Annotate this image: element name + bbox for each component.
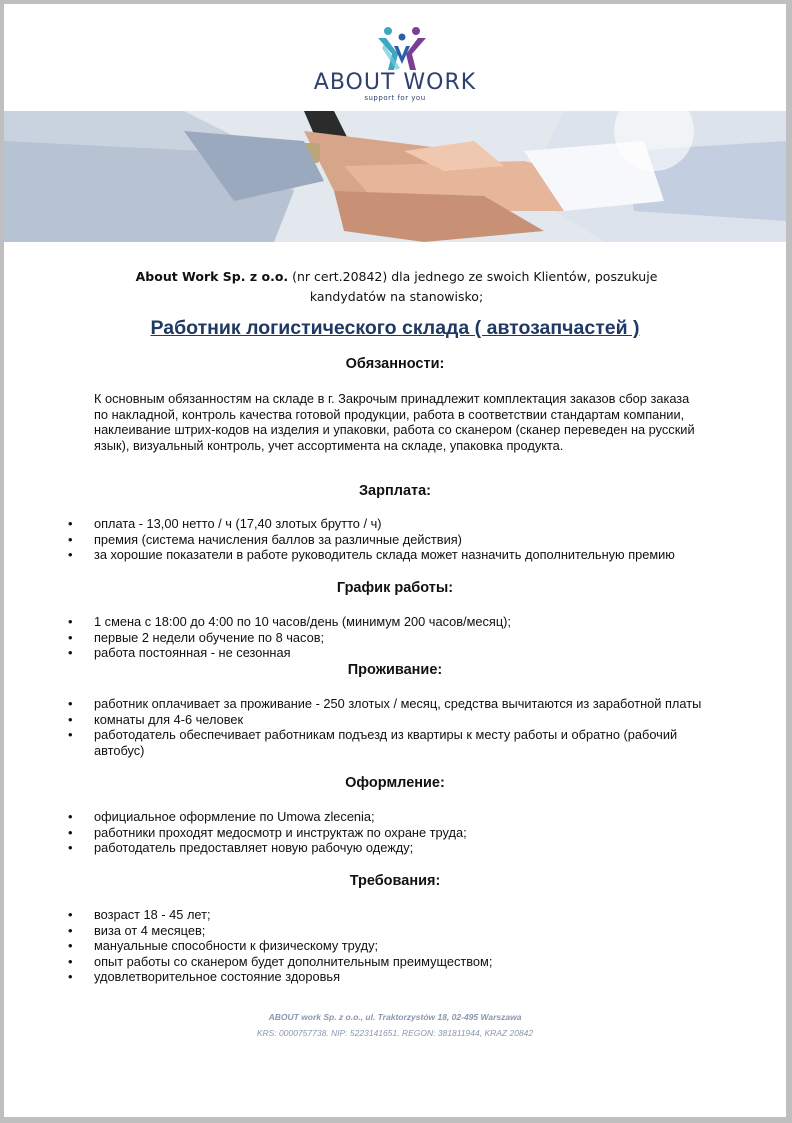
footer-registration: KRS: 0000757738. NIP: 5223141651, REGON: 381811944, KRAZ 20842 [256, 1028, 534, 1038]
footer-address: ABOUT work Sp. z o.o., ul. Traktorzystów 18, 02-495 Warszawa [268, 1012, 522, 1022]
employment-list [66, 809, 716, 856]
intro-paragraph [114, 267, 679, 307]
people-logo-icon [374, 24, 430, 74]
company-name: About Work Sp. z o.o. [135, 269, 289, 284]
list-item: • виза от 4 месяцев; [66, 923, 716, 939]
list-item: • удовлетворительное состояние здоровья [66, 969, 716, 985]
list-item: • комнаты для 4-6 человек [66, 712, 716, 728]
document-page [4, 4, 786, 1117]
list-item: • оплата - 13,00 нетто / ч (17,40 злотых брутто / ч) [66, 516, 716, 532]
logo-tagline: support for you [364, 94, 426, 102]
list-item: • премия (система начисления баллов за различные действия) [66, 532, 716, 548]
list-item: • работники проходят медосмотр и инструктаж по охране труда; [66, 825, 716, 841]
list-item: • возраст 18 - 45 лет; [66, 907, 716, 923]
employment-heading: Оформление: [345, 775, 445, 791]
list-item: • первые 2 недели обучение по 8 часов; [66, 630, 716, 646]
duties-text: К основным обязанностям на складе в г. Закрочым принадлежит комплектация заказов сбор заказа по накладной, контроль качества готовой продукции, работа в соответствии стандартам компании, наклеивание штрих-кодов на изделия и упаковки, работа со сканером (сканер переведен на русский язык), визуальный контроль, учет ассортимента на складе, упаковка продукта. [94, 391, 695, 453]
list-item: • опыт работы со сканером будет дополнительным преимуществом; [66, 954, 716, 970]
schedule-list [66, 614, 716, 661]
list-item: • мануальные способности к физическому труду; [66, 938, 716, 954]
housing-list [66, 696, 716, 758]
list-item: • работник оплачивает за проживание - 250 злотых / месяц, средства вычитаются из заработной платы [66, 696, 716, 712]
schedule-heading: График работы: [336, 580, 454, 596]
list-item: • работа постоянная - не сезонная [66, 645, 716, 661]
requirements-list [66, 907, 716, 985]
list-item: • работодатель предоставляет новую рабочую одежду; [66, 840, 716, 856]
hands-illustration [4, 111, 786, 242]
logo-name: ABOUT WORK [313, 70, 477, 95]
list-item: • работодатель обеспечивает работникам подъезд из квартиры к месту работы и обратно (рабочий автобус) [66, 727, 716, 758]
hands-together-banner [4, 111, 786, 242]
salary-heading: Зарплата: [358, 483, 432, 499]
housing-heading: Проживание: [347, 662, 443, 678]
salary-list [66, 516, 716, 563]
job-title: Работник логистического склада ( автозапчастей ) [150, 317, 640, 339]
requirements-heading: Требования: [349, 873, 441, 889]
duties-heading: Обязанности: [345, 356, 445, 372]
list-item: • за хорошие показатели в работе руководитель склада может назначить дополнительную премию [66, 547, 716, 563]
list-item: • официальное оформление по Umowa zlecenia; [66, 809, 716, 825]
company-logo [4, 24, 786, 104]
list-item: • 1 смена с 18:00 до 4:00 по 10 часов/день (минимум 200 часов/месяц); [66, 614, 716, 630]
intro-text: (nr cert.20842) dla jednego ze swoich Klientów, poszukuje kandydatów na stanowisko; [288, 269, 658, 304]
